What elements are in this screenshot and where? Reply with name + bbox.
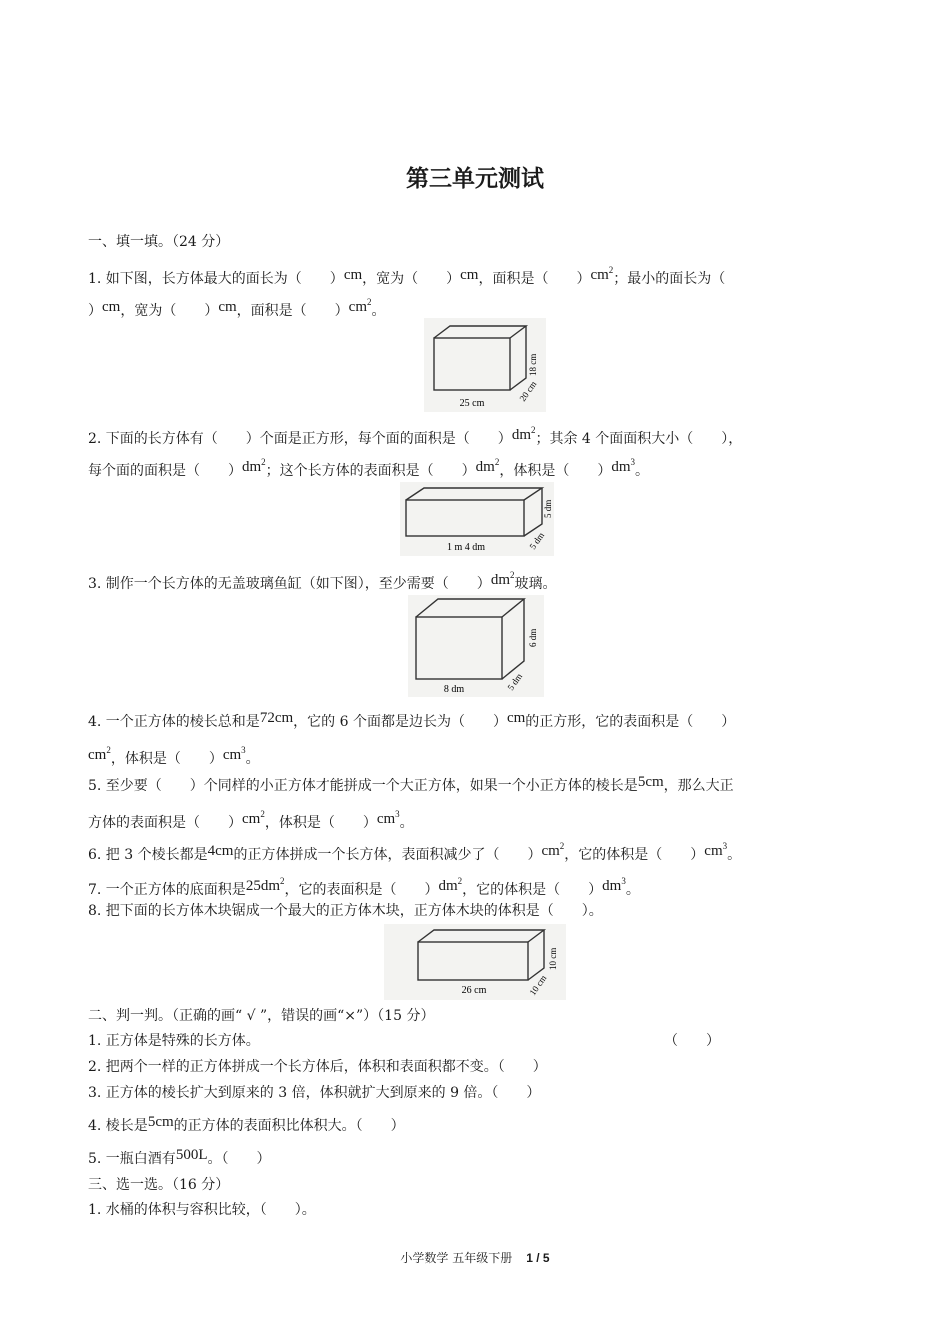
- page-number: 1 / 5: [526, 1251, 550, 1265]
- question-3-line: 3. 制作一个长方体的无盖玻璃鱼缸（如下图），至少需要（ ）$dm^2$玻璃。: [88, 570, 557, 592]
- wood-block-figure: [384, 924, 566, 1000]
- footer-text: 小学数学 五年级下册: [400, 1251, 513, 1265]
- dim-height-label: 6 dm: [528, 628, 538, 647]
- section-2-heading: 二、判一判。（正确的画“ √ ”，错误的画“×”）（15 分）: [88, 1008, 435, 1024]
- question-7-line: 7. 一个正方体的底面积是$25dm^2$，它的表面积是（ ）$dm^2$，它的体积是（ ）$dm^3$。: [88, 876, 640, 898]
- fish-tank-figure: [408, 595, 544, 697]
- dim-width-label: 8 dm: [443, 684, 465, 695]
- question-5-line-2: 方体的表面积是（ ）$cm^2$，体积是（ ）$cm^3$。: [88, 809, 414, 831]
- choice-item-1: 1. 水桶的体积与容积比较，（ ）。: [88, 1202, 316, 1218]
- dim-width-label: 1 m 4 dm: [446, 542, 486, 553]
- section-3-heading: 三、选一选。（16 分）: [88, 1177, 230, 1193]
- question-4-line-2: $cm^2$，体积是（ ）$cm^3$。: [88, 745, 260, 767]
- question-1-line-2: ）cm，宽为（ ）cm，面积是（ ）$cm^2$。: [88, 297, 386, 319]
- question-4-line-1: 4. 一个正方体的棱长总和是72cm，它的 6 个面都是边长为（ ）cm的正方形，它的表面积是（ ）: [88, 710, 736, 730]
- dim-width-label: 25 cm: [459, 398, 485, 409]
- page-title: 第三单元测试: [406, 166, 544, 192]
- question-8-line: 8. 把下面的长方体木块锯成一个最大的正方体木块，正方体木块的体积是（ ）。: [88, 903, 603, 919]
- judge-item-4: 4. 棱长是5cm的正方体的表面积比体积大。（ ）: [88, 1114, 405, 1134]
- judge-item-2: 2. 把两个一样的正方体拼成一个长方体后，体积和表面积都不变。（ ）: [88, 1059, 547, 1075]
- question-6-line: 6. 把 3 个棱长都是4cm的正方体拼成一个长方体，表面积减少了（ ）$cm^2$，它的体积是（ ）$cm^3$。: [88, 841, 742, 863]
- question-2-line-1: 2. 下面的长方体有（ ）个面是正方形，每个面的面积是（ ）$dm^2$；其余 4 个面面积大小（ ），: [88, 425, 743, 447]
- question-2-line-2: 每个面的面积是（ ）$dm^2$；这个长方体的表面积是（ ）$dm^2$，体积是（ ）$dm^3$。: [88, 457, 650, 479]
- dim-depth-label: 20 cm: [517, 379, 539, 404]
- page-footer: [0, 1249, 950, 1266]
- dim-width-label: 26 cm: [461, 985, 487, 996]
- judge-item-3: 3. 正方体的棱长扩大到原来的 3 倍，体积就扩大到原来的 9 倍。（ ）: [88, 1085, 541, 1101]
- dim-height-label: 10 cm: [548, 947, 558, 970]
- judge-answer-paren[interactable]: （ ）: [664, 1033, 720, 1049]
- dim-depth-label: 10 cm: [527, 973, 549, 998]
- judge-item-5: 5. 一瓶白酒有500L。（ ）: [88, 1147, 271, 1167]
- dim-height-label: 18 cm: [528, 353, 538, 376]
- cuboid-figure-2: [400, 482, 554, 556]
- dim-height-label: 5 dm: [543, 499, 553, 518]
- judge-item-1: 1. 正方体是特殊的长方体。: [88, 1033, 260, 1049]
- question-5-line-1: 5. 至少要（ ）个同样的小正方体才能拼成一个大正方体，如果一个小正方体的棱长是5cm，那么大正: [88, 774, 734, 794]
- dim-depth-label: 5 dm: [527, 530, 547, 552]
- dim-depth-label: 5 dm: [505, 671, 525, 693]
- question-1-line-1: 1. 如下图，长方体最大的面长为（ ）cm，宽为（ ）cm，面积是（ ）$cm^2$；最小的面长为（: [88, 265, 726, 287]
- section-1-heading: 一、填一填。（24 分）: [88, 234, 230, 250]
- cuboid-figure-1: [424, 318, 546, 412]
